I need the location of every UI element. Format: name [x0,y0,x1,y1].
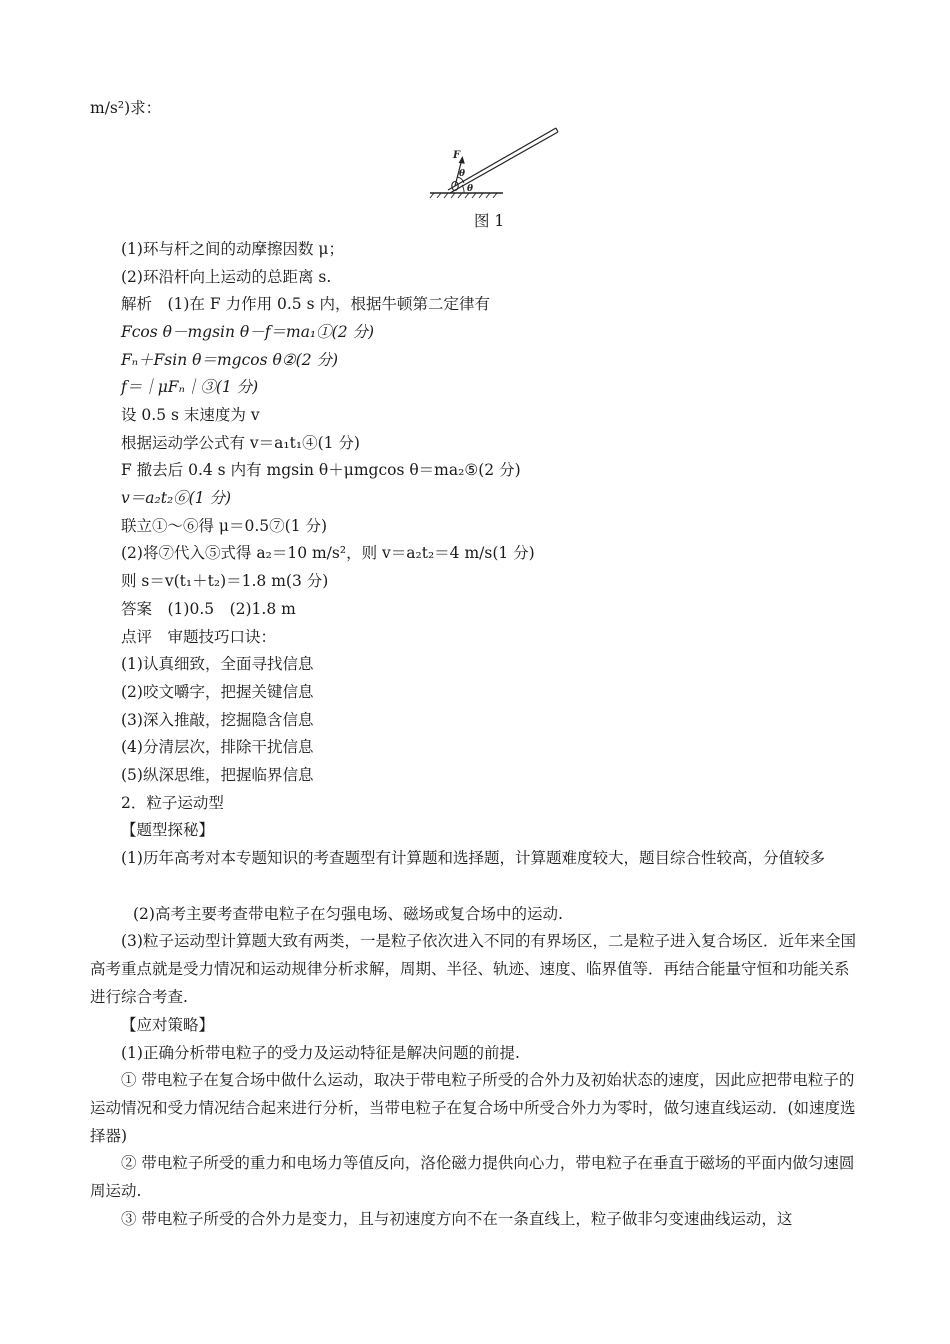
section-heading: 2．粒子运动型 [121,794,224,812]
incline-rod-figure [428,125,563,205]
question-2: (2)环沿杆向上运动的总距离 s. [121,268,332,286]
paragraph: ③ 带电粒子所受的合外力是变力，且与初速度方向不在一条直线上，粒子做非匀变速曲线运动，这 [121,1210,793,1228]
subsection-heading: 【题型探秘】 [121,821,215,839]
text-line: 设 0.5 s 末速度为 v [121,406,260,424]
paragraph: ① 带电粒子在复合场中做什么运动，取决于带电粒子所受的合外力及初始状态的速度，因此应把带电粒子的运动情况和受力情况结合起来进行分析，当带电粒子在复合场中所受合外力为零时，做匀速直线运动．(如速度选择器) [90,1071,856,1145]
angle-label-top: θ [459,169,466,179]
equation-6: v＝a₂t₂⑥(1 分) [121,489,232,507]
paragraph: (1)历年高考对本专题知识的考查题型有计算题和选择题，计算题难度较大，题目综合性较高，分值较多 [121,849,825,867]
tip-item: (5)纵深思维，把握临界信息 [121,766,314,784]
ground-hatching [430,193,497,198]
subsection-heading: 【应对策略】 [121,1016,215,1034]
rod-end [556,128,558,132]
angle-arc-incline [462,185,464,193]
equation-2: Fₙ＋Fsin θ＝mgcos θ②(2 分) [121,351,339,369]
equation-8: (2)将⑦代入⑤式得 a₂＝10 m/s²，则 v＝a₂t₂＝4 m/s(1 分) [121,544,535,562]
equation-3: f＝｜μFₙ｜③(1 分) [121,378,259,396]
equation-9: 则 s＝v(t₁＋t₂)＝1.8 m(3 分) [121,572,329,590]
comment-heading: 点评 审题技巧口诀： [121,628,277,646]
tip-item: (1)认真细致，全面寻找信息 [121,655,314,673]
tip-item: (3)深入推敲，挖掘隐含信息 [121,711,314,729]
answer-line: 答案 (1)0.5 (2)1.8 m [121,600,296,618]
solution-heading: 解析 (1)在 F 力作用 0.5 s 内，根据牛顿第二定律有 [121,295,490,313]
force-label: F [453,150,461,161]
text-line: (1)正确分析带电粒子的受力及运动特征是解决问题的前提. [121,1044,520,1062]
question-1: (1)环与杆之间的动摩擦因数 μ； [121,240,344,258]
equation-5: F 撤去后 0.4 s 内有 mgsin θ＋μmgcos θ＝ma₂⑤(2 分) [121,461,521,479]
paragraph: (2)高考主要考查带电粒子在匀强电场、磁场或复合场中的运动. [133,905,563,923]
figure-caption: 图 1 [474,212,505,230]
text-line: m/s²)求： [90,99,162,117]
paragraph: (3)粒子运动型计算题大致有两类，一是粒子依次进入不同的有界场区，二是粒子进入复合场区．近年来全国高考重点就是受力情况和运动规律分析求解，周期、半径、轨迹、速度、临界值等．再结合能量守恒和功能关系进行综合考查. [90,932,856,1006]
rod-edge-upper [448,128,556,190]
equation-4: 根据运动学公式有 v＝a₁t₁④(1 分) [121,434,360,452]
tip-item: (2)咬文嚼字，把握关键信息 [121,683,314,701]
equation-7: 联立①～⑥得 μ＝0.5⑦(1 分) [121,517,328,535]
tip-item: (4)分清层次，排除干扰信息 [121,738,314,756]
angle-label-bottom: θ [467,184,474,194]
equation-1: Fcos θ－mgsin θ－f＝ma₁①(2 分) [121,323,375,341]
paragraph: ② 带电粒子所受的重力和电场力等值反向，洛伦磁力提供向心力，带电粒子在垂直于磁场的平面内做匀速圆周运动. [90,1154,855,1200]
